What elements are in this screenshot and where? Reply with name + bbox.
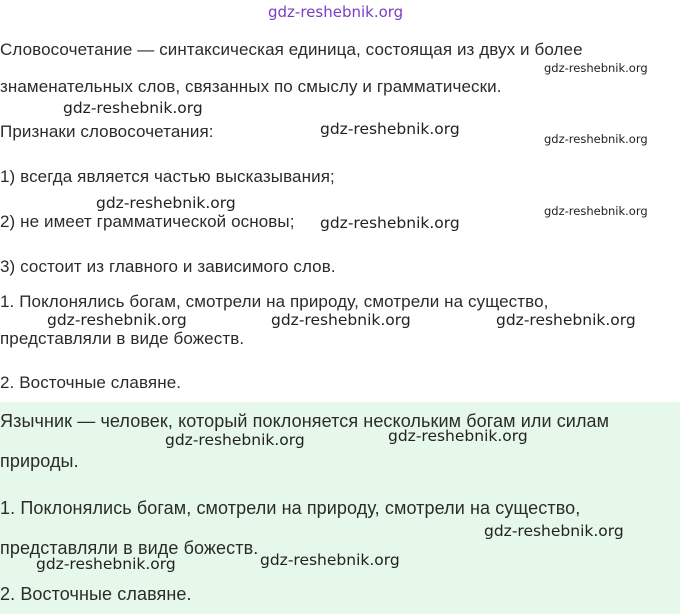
watermark: gdz-reshebnik.org	[544, 204, 648, 218]
watermark: gdz-reshebnik.org	[260, 551, 400, 569]
definition-line-2: знаменательных слов, связанных по смыслу и грамматически.	[0, 77, 502, 96]
answer1-line-2: представляли в виде божеств.	[0, 329, 245, 348]
answer2: 2. Восточные славяне.	[0, 373, 182, 392]
watermark: gdz-reshebnik.org	[165, 431, 305, 449]
feature-1: 1) всегда является частью высказывания;	[0, 167, 335, 186]
answer2-repeat: 2. Восточные славяне.	[0, 584, 192, 604]
watermark: gdz-reshebnik.org	[544, 61, 648, 75]
watermark: gdz-reshebnik.org	[388, 427, 528, 445]
watermark: gdz-reshebnik.org	[47, 311, 187, 329]
features-title: Признаки словосочетания:	[0, 122, 214, 141]
feature-3: 3) состоит из главного и зависимого слов.	[0, 257, 336, 276]
watermark: gdz-reshebnik.org	[484, 522, 624, 540]
pagan-definition-line-1: Язычник — человек, который поклоняется нескольким богам или силам	[0, 411, 610, 431]
feature-2: 2) не имеет грамматической основы;	[0, 212, 295, 231]
watermark: gdz-reshebnik.org	[96, 194, 236, 212]
answer1-line-2-repeat: представляли в виде божеств.	[0, 538, 259, 558]
watermark-top: gdz-reshebnik.org	[268, 3, 404, 21]
watermark: gdz-reshebnik.org	[320, 120, 460, 138]
definition-line-1: Словосочетание — синтаксическая единица, состоящая из двух и более	[0, 40, 583, 59]
watermark: gdz-reshebnik.org	[544, 132, 648, 146]
watermark: gdz-reshebnik.org	[320, 214, 460, 232]
answer1-line-1-repeat: 1. Поклонялись богам, смотрели на природу, смотрели на существо,	[0, 498, 581, 518]
pagan-definition-line-2: природы.	[0, 451, 79, 471]
answer1-line-1: 1. Поклонялись богам, смотрели на природу, смотрели на существо,	[0, 292, 549, 311]
watermark: gdz-reshebnik.org	[496, 311, 636, 329]
watermark: gdz-reshebnik.org	[63, 99, 203, 117]
watermark: gdz-reshebnik.org	[36, 555, 176, 573]
watermark: gdz-reshebnik.org	[271, 311, 411, 329]
